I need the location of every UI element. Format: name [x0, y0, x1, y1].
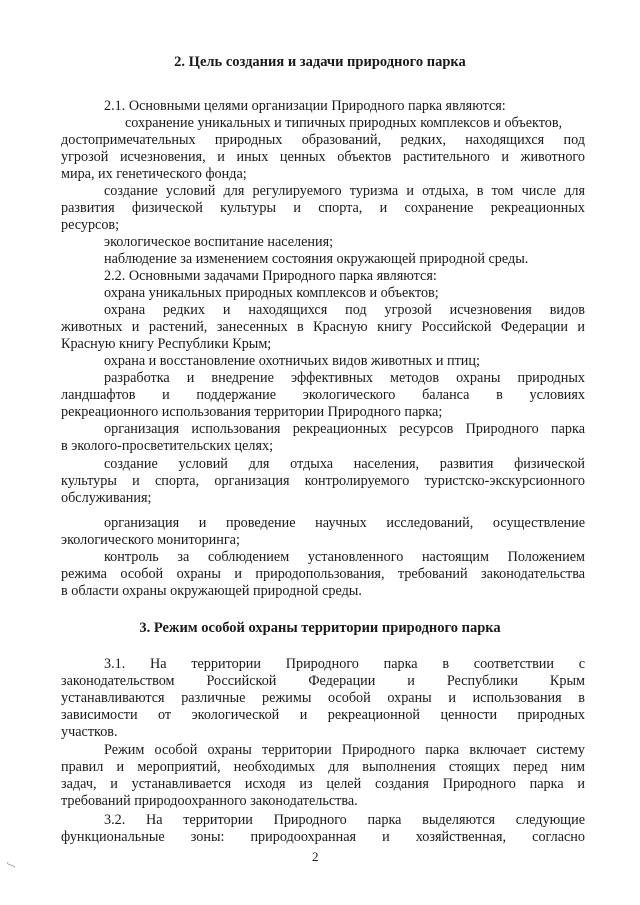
section2-line: разработка и внедрение эффективных методов охраны природных: [104, 370, 585, 386]
section2-line: мира, их генетического фонда;: [61, 166, 247, 182]
section3-line: правил и мероприятий, необходимых для выполнения стоящих перед ним: [61, 759, 585, 775]
section3-line: зависимости от экологической и рекреационной ценности природных: [61, 707, 585, 723]
section3-line: законодательством Российской Федерации и Республики Крым: [61, 673, 585, 689]
section2-line: животных и растений, занесенных в Красную книгу Российской Федерации и: [61, 319, 585, 335]
section2-line: культуры и спорта, организация контролируемого туристско-экскурсионного: [61, 473, 585, 489]
section3-line: требований природоохранного законодательства.: [61, 793, 358, 809]
section2-line: экологическое воспитание населения;: [104, 234, 334, 250]
section-2-heading: 2. Цель создания и задачи природного парка: [174, 54, 466, 70]
section3-line: задач, и устанавливается исходя из целей создания Природного парка и: [61, 776, 585, 792]
section2-line: создание условий для регулируемого туризма и отдыха, в том числе для: [104, 183, 585, 199]
section2-line: достопримечательных природных образований, редких, находящихся под: [61, 132, 585, 148]
section2-line: экологического мониторинга;: [61, 532, 240, 548]
section2-line: ресурсов;: [61, 217, 120, 233]
section2-line: организация использования рекреационных ресурсов Природного парка: [104, 421, 585, 437]
section3-line: устанавливаются различные режимы особой охраны и использования в: [61, 690, 585, 706]
section2-line: обслуживания;: [61, 490, 152, 506]
margin-scribble: ʃ: [6, 861, 17, 869]
section2-line: режима особой охраны и природопользования, требований законодательства: [61, 566, 585, 582]
section2-line: в области охраны окружающей природной среды.: [61, 583, 362, 599]
section2-line: развития физической культуры и спорта, и сохранение рекреационных: [61, 200, 585, 216]
section2-line: охрана уникальных природных комплексов и объектов;: [104, 285, 439, 301]
section2-line: ландшафтов и поддержание экологического баланса в условиях: [61, 387, 585, 403]
section2-line: рекреационного использования территории Природного парка;: [61, 404, 443, 420]
section3-line: участков.: [61, 724, 118, 740]
section2-line: угрозой исчезновения, и иных ценных объектов растительного и животного: [61, 149, 585, 165]
section-3-heading: 3. Режим особой охраны территории природного парка: [139, 620, 501, 636]
section2-line: создание условий для отдыха населения, развития физической: [104, 456, 585, 472]
section3-line: Режим особой охраны территории Природного парка включает систему: [104, 742, 585, 758]
section2-line: контроль за соблюдением установленного настоящим Положением: [104, 549, 585, 565]
section2-line: охрана редких и находящихся под угрозой исчезновения видов: [104, 302, 585, 318]
section2-line: 2.1. Основными целями организации Природного парка являются:: [104, 98, 506, 114]
section3-line: 3.2. На территории Природного парка выделяются следующие: [104, 812, 585, 828]
section2-line: наблюдение за изменением состояния окружающей природной среды.: [104, 251, 529, 267]
section2-line: Красную книгу Республики Крым;: [61, 336, 272, 352]
section3-line: функциональные зоны: природоохранная и хозяйственная, согласно: [61, 829, 585, 845]
section3-line: 3.1. На территории Природного парка в соответствии с: [104, 656, 585, 672]
page-number: 2: [312, 849, 319, 864]
section2-line: организация и проведение научных исследований, осуществление: [104, 515, 585, 531]
section2-line: в эколого-просветительских целях;: [61, 438, 274, 454]
section2-line: 2.2. Основными задачами Природного парка являются:: [104, 268, 437, 284]
section2-line: сохранение уникальных и типичных природных комплексов и объектов,: [125, 115, 563, 131]
section2-line: охрана и восстановление охотничьих видов животных и птиц;: [104, 353, 480, 369]
